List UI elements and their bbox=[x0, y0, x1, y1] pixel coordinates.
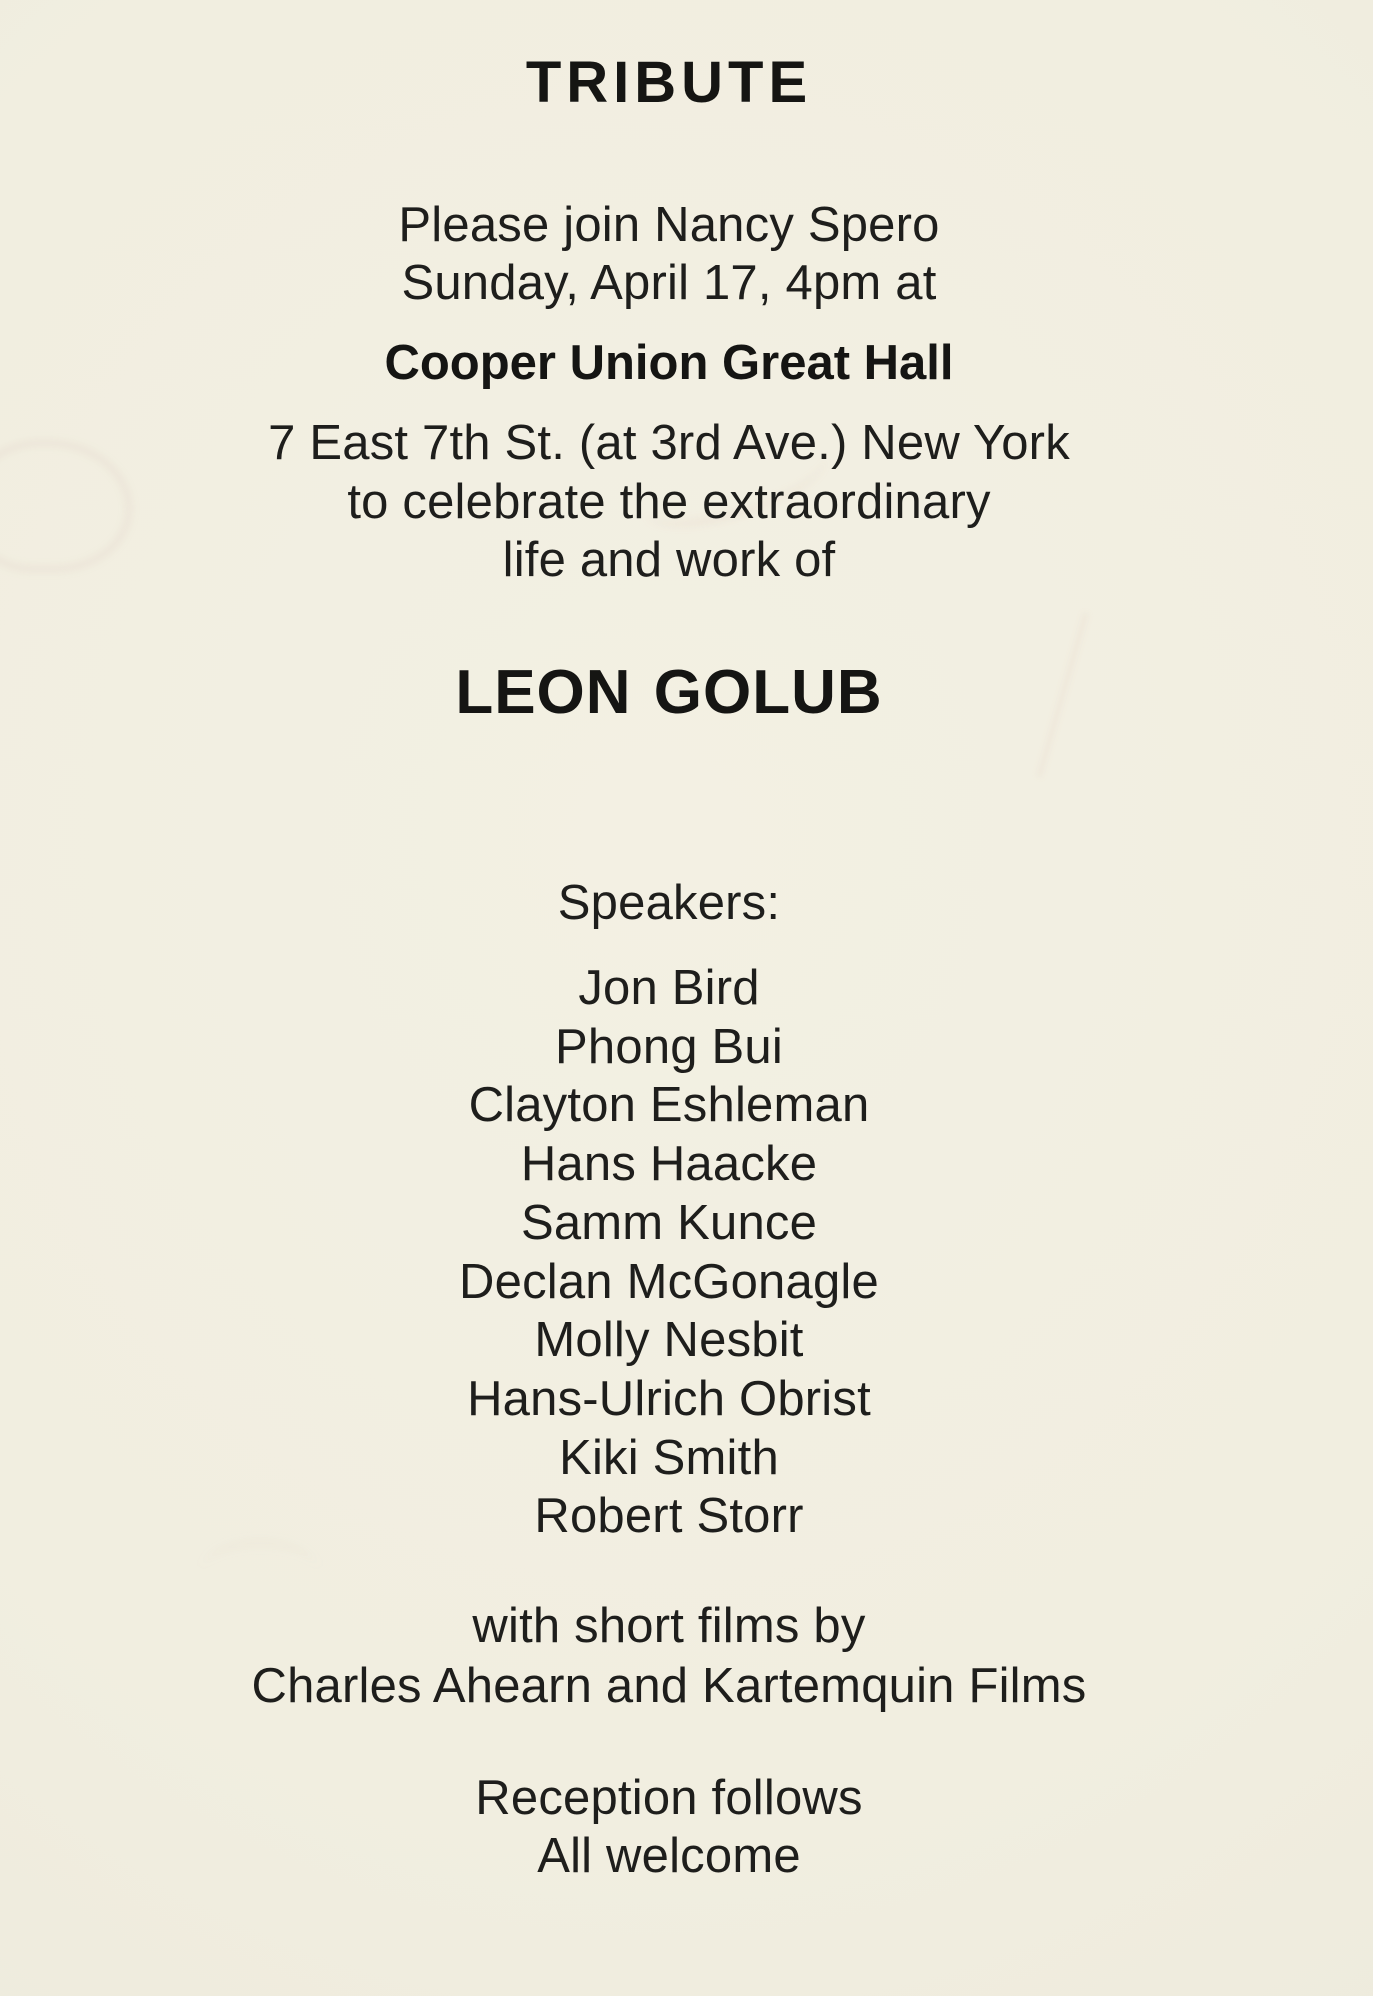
films-credit bbox=[0, 1596, 1338, 1716]
speaker-name: Hans Haacke bbox=[520, 1137, 818, 1192]
speaker-name: Kiki Smith bbox=[559, 1430, 779, 1485]
welcome-line: All welcome bbox=[537, 1829, 801, 1883]
films-makers-line: Charles Ahearn and Kartemquin Films bbox=[251, 1659, 1087, 1713]
speaker-name: Hans-Ulrich Obrist bbox=[467, 1371, 871, 1426]
reception-line: Reception follows bbox=[475, 1771, 863, 1825]
address-purpose-line-2: life and work of bbox=[502, 533, 836, 587]
speaker-name: Jon Bird bbox=[578, 961, 760, 1015]
speaker-name: Phong Bui bbox=[555, 1019, 783, 1074]
flyer-title: TRIBUTE bbox=[525, 50, 813, 115]
speaker-name: Molly Nesbit bbox=[534, 1313, 804, 1368]
intro-line-datetime: Sunday, April 17, 4pm at bbox=[401, 256, 937, 310]
speakers-list bbox=[0, 959, 1338, 1546]
honoree-name: LEON GOLUB bbox=[455, 658, 883, 727]
speaker-name: Robert Storr bbox=[534, 1489, 804, 1544]
venue-address bbox=[0, 414, 1338, 590]
address-purpose-line-1: to celebrate the extraordinary bbox=[347, 474, 991, 529]
speaker-name: Clayton Eshleman bbox=[468, 1078, 870, 1133]
closing-note bbox=[0, 1769, 1338, 1885]
speaker-name: Samm Kunce bbox=[520, 1195, 818, 1250]
speakers-heading: Speakers: bbox=[557, 876, 781, 930]
intro-line-host: Please join Nancy Spero bbox=[398, 198, 940, 252]
invitation-intro bbox=[0, 196, 1338, 312]
venue-name: Cooper Union Great Hall bbox=[384, 336, 954, 390]
speaker-name: Declan McGonagle bbox=[459, 1254, 879, 1309]
films-intro-line: with short films by bbox=[472, 1599, 866, 1653]
address-street-line: 7 East 7th St. (at 3rd Ave.) New York bbox=[268, 416, 1070, 470]
